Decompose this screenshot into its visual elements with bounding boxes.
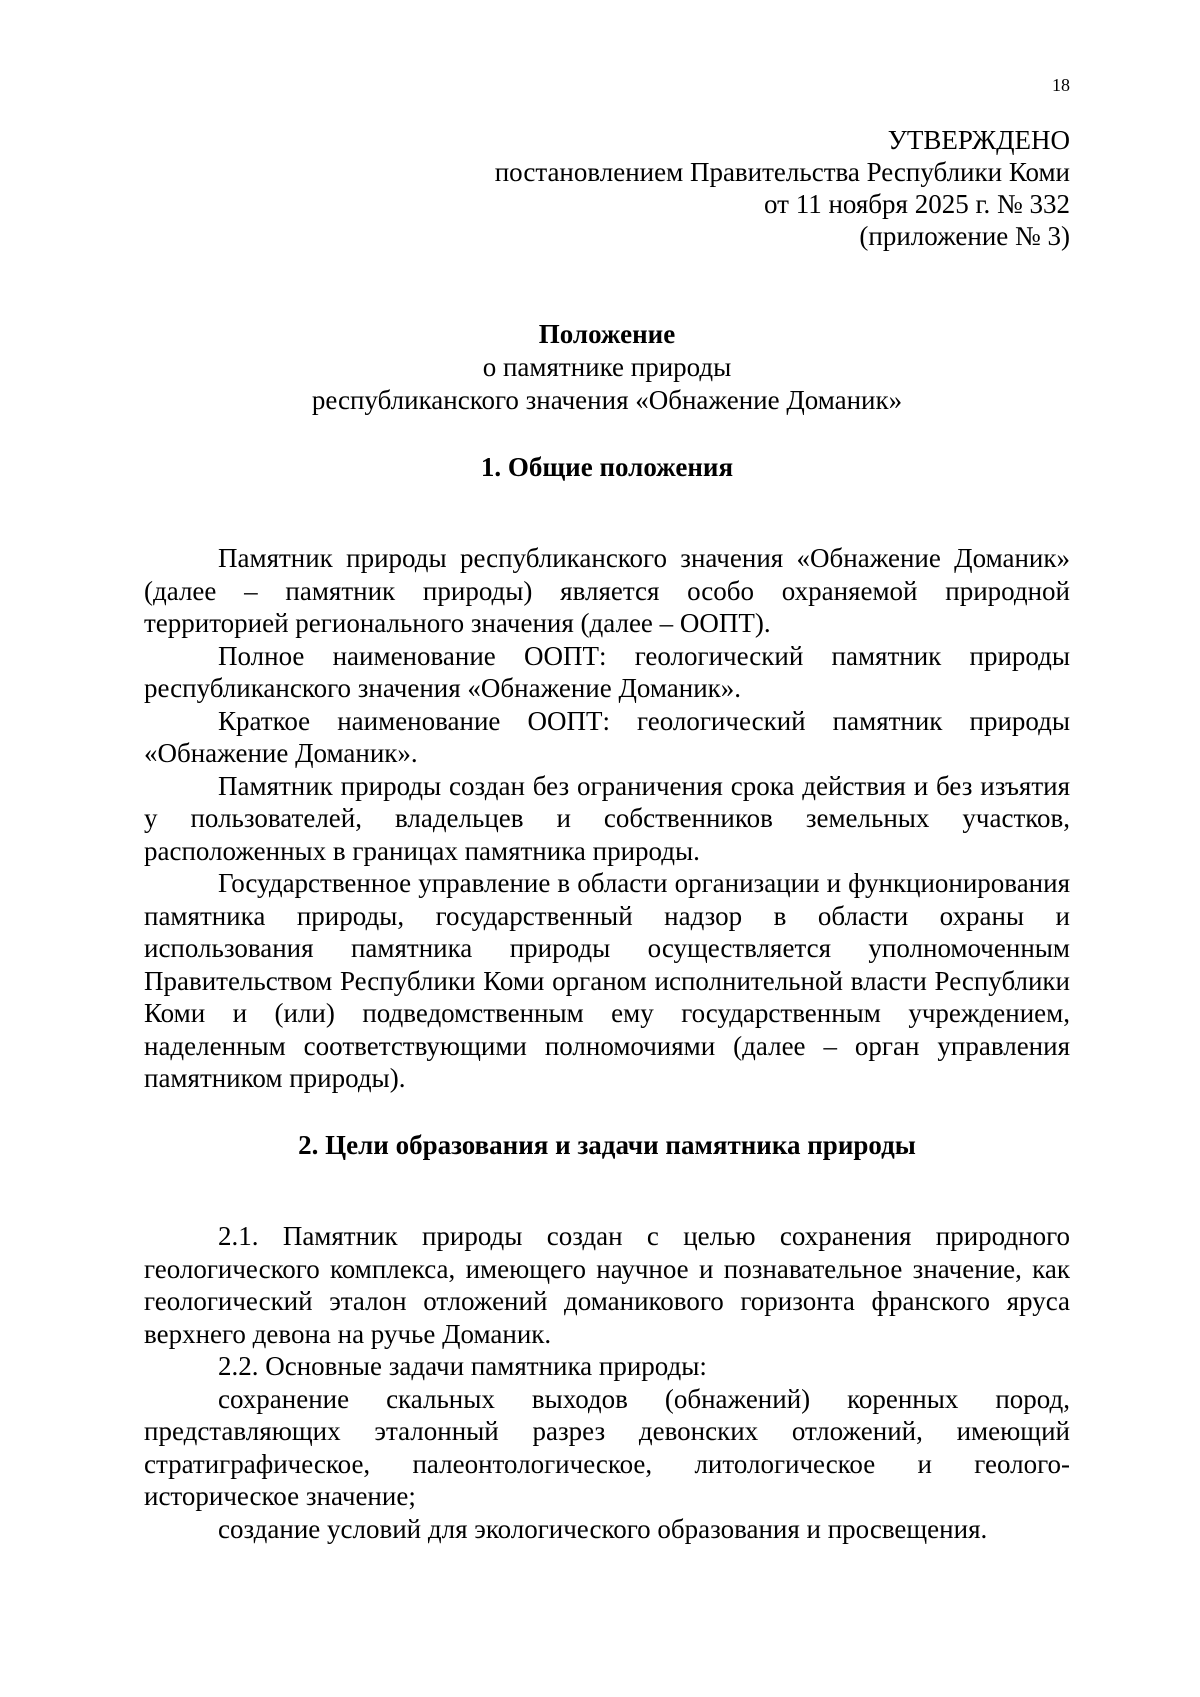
section-1-heading: 1. Общие положения bbox=[480, 452, 734, 482]
section-1-body bbox=[144, 542, 1070, 1095]
approval-stamp: УТВЕРЖДЕНО bbox=[887, 125, 1070, 155]
approval-appendix: (приложение № 3) bbox=[859, 221, 1070, 251]
approval-block bbox=[400, 124, 1070, 252]
paragraph: Памятник природы республиканского значения «Обнажение Доманик» (далее – памятник природы) является особо охраняемой природной территорией регионального значения (далее – ООПТ). bbox=[144, 543, 1070, 638]
paragraph: 2.2. Основные задачи памятника природы: bbox=[218, 1351, 707, 1381]
page-number: 18 bbox=[1052, 75, 1070, 95]
paragraph: создание условий для экологического образования и просвещения. bbox=[218, 1513, 988, 1544]
approval-decree: постановлением Правительства Республики Коми bbox=[494, 157, 1070, 187]
paragraph: 2.1. Памятник природы создан с целью сохранения природного геологического комплекса, имеющего научное и познавательное значение, как геологический эталон отложений доманикового горизонта франского яруса верхнего девона на ручье Доманик. bbox=[144, 1221, 1070, 1349]
document-title: Положение bbox=[538, 319, 676, 349]
paragraph: Памятник природы создан без ограничения срока действия и без изъятия у пользователей, владельцев и собственников земельных участков, расположенных в границах памятника природы. bbox=[144, 770, 1070, 866]
document-subtitle-line-2: республиканского значения «Обнажение Доманик» bbox=[311, 385, 903, 415]
document-title-block bbox=[144, 318, 1070, 417]
document-subtitle-line-1: о памятнике природы bbox=[482, 352, 732, 382]
paragraph: Государственное управление в области организации и функционирования памятника природы, государственный надзор в области охраны и использования памятника природы осуществляется уполномоченным Правительством Республики Коми органом исполнительной власти Республики Коми и (или) подведомственным ему государственным учреждением, наделенным соответствующими полномочиями (далее – орган управления памятником природы). bbox=[144, 868, 1070, 1093]
paragraph: Краткое наименование ООПТ: геологический памятник природы «Обнажение Доманик». bbox=[144, 705, 1070, 768]
paragraph: сохранение скальных выходов (обнажений) коренных пород, представляющих эталонный разрез девонских отложений, имеющий стратиграфическое, палеонтологическое, литологическое и геолого-историческое значение; bbox=[144, 1383, 1070, 1511]
approval-date-number: от 11 ноября 2025 г. № 332 bbox=[764, 189, 1070, 219]
paragraph: Полное наименование ООПТ: геологический памятник природы республиканского значения «Обнажение Доманик». bbox=[144, 640, 1070, 703]
section-2-heading: 2. Цели образования и задачи памятника природы bbox=[298, 1130, 916, 1160]
section-2-body bbox=[144, 1220, 1070, 1545]
